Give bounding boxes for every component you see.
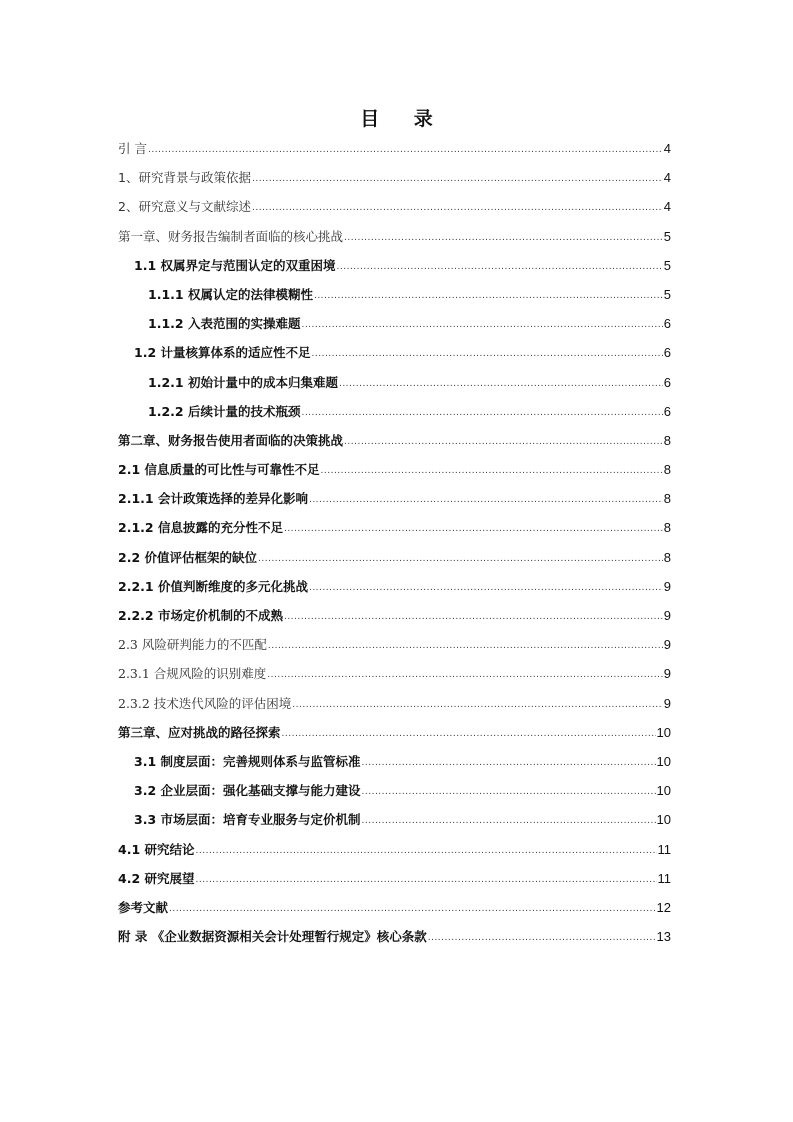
toc-page-number: 10	[656, 783, 671, 799]
toc-title: 目 录	[360, 108, 447, 130]
toc-leader-dots	[284, 519, 663, 539]
toc-entry-label: 2.3.1 合规风险的识别难度	[118, 666, 267, 682]
toc-leader-dots	[314, 286, 663, 306]
toc-leader-dots	[309, 578, 663, 598]
toc-entry-label: 2.3 风险研判能力的不匹配	[118, 637, 267, 653]
toc-entry[interactable]	[118, 781, 671, 810]
table-of-contents	[118, 139, 671, 956]
toc-leader-dots	[148, 140, 663, 160]
toc-leader-dots	[301, 403, 662, 423]
toc-page-number: 5	[663, 228, 671, 244]
toc-leader-dots	[301, 315, 662, 335]
toc-entry-label: 第二章、财务报告使用者面临的决策挑战	[118, 432, 344, 448]
toc-page-number: 6	[663, 316, 671, 332]
toc-leader-dots	[252, 169, 663, 189]
toc-page-number: 8	[663, 520, 671, 536]
toc-page-number: 5	[663, 257, 671, 273]
toc-page-number: 11	[657, 870, 671, 886]
toc-entry[interactable]	[118, 285, 671, 314]
toc-entry-label: 1.2.1 初始计量中的成本归集难题	[148, 374, 338, 390]
toc-page-number: 10	[656, 753, 671, 769]
toc-leader-dots	[312, 344, 663, 364]
toc-entry[interactable]	[118, 635, 671, 664]
toc-entry-label: 1.1 权属界定与范围认定的双重困境	[134, 257, 336, 273]
toc-entry[interactable]	[118, 197, 671, 226]
toc-leader-dots	[339, 374, 663, 394]
toc-page-number: 9	[663, 666, 671, 682]
toc-entry[interactable]	[118, 606, 671, 635]
toc-page-number: 13	[656, 929, 671, 945]
toc-page-number: 8	[663, 462, 671, 478]
toc-page-number: 6	[663, 374, 671, 390]
toc-leader-dots	[258, 549, 663, 569]
toc-leader-dots	[282, 724, 656, 744]
toc-entry-label: 2.1.2 信息披露的充分性不足	[118, 520, 283, 536]
toc-page-number: 11	[657, 841, 671, 857]
toc-entry[interactable]	[118, 431, 671, 460]
toc-entry[interactable]	[118, 723, 671, 752]
toc-entry-label: 附 录 《企业数据资源相关会计处理暂行规定》核心条款	[118, 929, 427, 945]
toc-entry-label: 4.2 研究展望	[118, 870, 195, 886]
toc-leader-dots	[292, 695, 662, 715]
toc-entry[interactable]	[118, 664, 671, 693]
toc-leader-dots	[362, 753, 656, 773]
toc-leader-dots	[362, 782, 656, 802]
toc-entry[interactable]	[118, 168, 671, 197]
toc-leader-dots	[284, 607, 663, 627]
toc-page-number: 9	[663, 695, 671, 711]
toc-entry[interactable]	[118, 898, 671, 927]
toc-leader-dots	[267, 665, 662, 685]
toc-page-number: 9	[663, 637, 671, 653]
toc-leader-dots	[196, 870, 657, 890]
toc-entry[interactable]	[118, 840, 671, 869]
toc-entry[interactable]	[118, 227, 671, 256]
toc-entry[interactable]	[118, 694, 671, 723]
toc-entry-label: 1、研究背景与政策依据	[118, 170, 251, 186]
toc-page-number: 12	[656, 899, 671, 915]
toc-page-number: 4	[663, 199, 671, 215]
toc-leader-dots	[321, 461, 663, 481]
toc-leader-dots	[337, 257, 663, 277]
toc-leader-dots	[196, 841, 657, 861]
toc-page-number: 10	[656, 724, 671, 740]
toc-page-number: 9	[663, 578, 671, 594]
toc-entry-label: 3.1 制度层面：完善规则体系与监管标准	[134, 753, 361, 769]
toc-entry-label: 第一章、财务报告编制者面临的核心挑战	[118, 228, 344, 244]
toc-page-number: 4	[663, 170, 671, 186]
toc-entry[interactable]	[118, 256, 671, 285]
toc-entry-label: 2.1 信息质量的可比性与可靠性不足	[118, 462, 320, 478]
toc-entry[interactable]	[118, 810, 671, 839]
toc-page-number: 6	[663, 403, 671, 419]
toc-entry-label: 1.1.1 权属认定的法律模糊性	[148, 286, 313, 302]
toc-entry-label: 参考文献	[118, 899, 169, 915]
toc-entry-label: 2、研究意义与文献综述	[118, 199, 251, 215]
toc-page-number: 6	[663, 345, 671, 361]
toc-entry[interactable]	[118, 314, 671, 343]
toc-leader-dots	[309, 490, 663, 510]
toc-entry-label: 第三章、应对挑战的路径探索	[118, 724, 281, 740]
toc-entry-label: 2.2.2 市场定价机制的不成熟	[118, 608, 283, 623]
toc-page-number: 8	[663, 432, 671, 448]
toc-entry-label: 2.1.1 会计政策选择的差异化影响	[118, 491, 308, 507]
toc-page-number: 8	[663, 549, 671, 565]
toc-entry-label: 3.3 市场层面：培育专业服务与定价机制	[134, 812, 361, 828]
toc-leader-dots	[252, 198, 663, 218]
toc-page-number: 10	[656, 812, 671, 828]
toc-page-number: 5	[663, 286, 671, 302]
toc-leader-dots	[344, 432, 663, 452]
toc-entry-label: 1.2 计量核算体系的适应性不足	[134, 345, 311, 361]
toc-entry-label: 2.3.2 技术迭代风险的评估困境	[118, 695, 292, 711]
toc-entry-label: 1.1.2 入表范围的实操难题	[148, 316, 301, 332]
toc-leader-dots	[428, 928, 656, 948]
toc-entry[interactable]	[118, 577, 671, 606]
toc-leader-dots	[362, 811, 656, 831]
toc-entry[interactable]	[118, 460, 671, 489]
toc-entry-label: 3.2 企业层面：强化基础支撑与能力建设	[134, 783, 361, 799]
toc-entry-label: 4.1 研究结论	[118, 841, 195, 857]
toc-entry[interactable]	[118, 489, 671, 518]
toc-entry[interactable]	[118, 343, 671, 372]
toc-page-number: 9	[663, 608, 671, 623]
toc-page-number: 4	[663, 141, 671, 156]
toc-entry-label: 2.2.1 价值判断维度的多元化挑战	[118, 578, 308, 594]
toc-entry[interactable]	[118, 548, 671, 577]
toc-entry[interactable]	[118, 752, 671, 781]
toc-entry[interactable]	[118, 139, 671, 168]
toc-entry-label: 引 言	[118, 141, 147, 156]
toc-entry[interactable]	[118, 927, 671, 956]
toc-entry[interactable]	[118, 869, 671, 898]
toc-page-number: 8	[663, 491, 671, 507]
toc-entry[interactable]	[118, 373, 671, 402]
toc-leader-dots	[344, 228, 663, 248]
toc-leader-dots	[169, 899, 656, 919]
toc-entry-label: 2.2 价值评估框架的缺位	[118, 549, 257, 565]
toc-leader-dots	[268, 636, 663, 656]
toc-entry[interactable]	[118, 518, 671, 547]
toc-entry[interactable]	[118, 402, 671, 431]
toc-entry-label: 1.2.2 后续计量的技术瓶颈	[148, 403, 301, 419]
